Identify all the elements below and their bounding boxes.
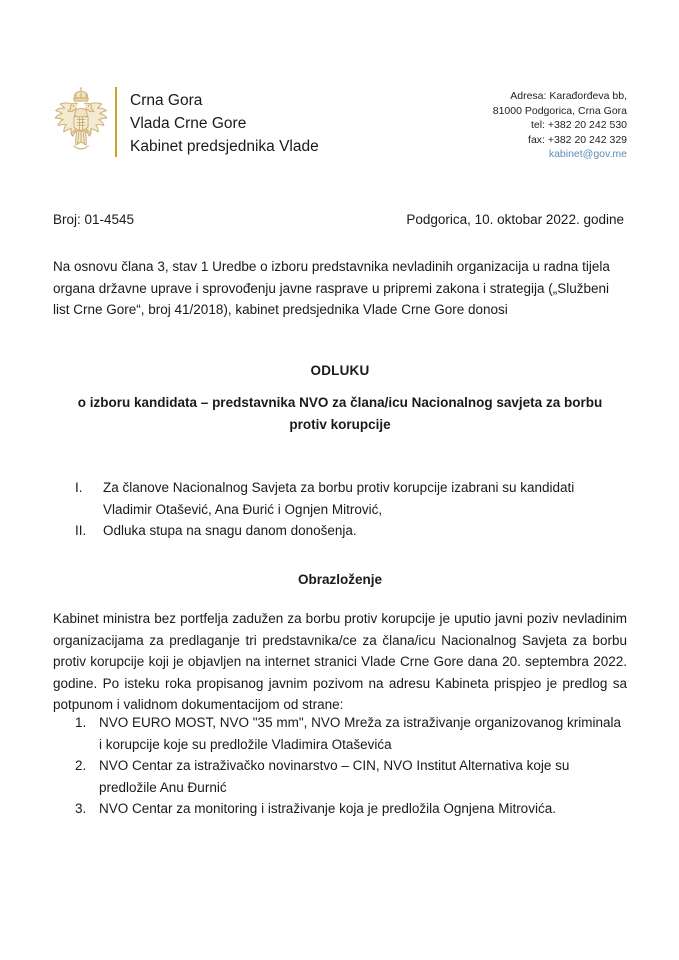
org-line-cabinet: Kabinet predsjednika Vlade: [130, 138, 319, 155]
organization-text: NVO Centar za monitoring i istraživanje koja je predložila Ognjena Mitrovića.: [99, 801, 556, 816]
organization-marker: 2.: [75, 758, 87, 773]
brand-divider: [115, 87, 117, 157]
organization-text: NVO EURO MOST, NVO "35 mm", NVO Mreža za istraživanje organizovanog kriminala i korupcije koje su predložile Vladimira Otaševića: [99, 715, 621, 752]
contact-telephone: tel: +382 20 242 530: [530, 119, 627, 132]
organization-marker: 3.: [75, 801, 87, 816]
organization-marker: 1.: [75, 715, 87, 730]
reasoning-heading: Obrazloženje: [297, 572, 383, 587]
list-item: [53, 712, 627, 755]
organization-text: NVO Centar za istraživačko novinarstvo – CIN, NVO Institut Alternativa koje su predložile Anu Đurnić: [99, 758, 570, 795]
letterhead: [53, 85, 627, 162]
decision-item-marker: I.: [75, 480, 83, 495]
decision-items-list: [53, 477, 627, 542]
contact-address-line-1: Adresa: Karađorđeva bb,: [510, 90, 627, 102]
contact-fax: fax: +382 20 242 329: [528, 133, 627, 146]
list-item: [53, 477, 627, 520]
contact-block: [493, 85, 627, 162]
reference-line: [53, 210, 627, 230]
organization-branding: [53, 85, 319, 159]
decision-subtitle: o izboru kandidata – predstavnika NVO za člana/icu Nacionalnog savjeta za borbu protiv korupcije: [77, 395, 603, 432]
contact-address-line-2: 81000 Podgorica, Crna Gora: [492, 104, 627, 117]
org-line-government: Vlada Crne Gore: [130, 115, 247, 132]
decision-item-text: Za članove Nacionalnog Savjeta za borbu protiv korupcije izabrani su kandidati Vladimir Otašević, Ana Đurić i Ognjen Mitrović,: [103, 480, 575, 517]
reasoning-paragraph: Kabinet ministra bez portfelja zadužen za borbu protiv korupcije je uputio javni poziv nevladinim organizacijama za predlaganje tri predstavnika/ce za člana/icu Nacionalnog Savjeta za borbu protiv korupcije koji je objavljen na internet stranici Vlade Crne Gore dana 20. septembra 2022. godine. Po isteku roka propisanog javnim pozivom na adresu Kabineta prispjeo je predlog sa potpunom i validnom dokumentacijom od strane:: [53, 611, 627, 712]
decision-item-marker: II.: [75, 523, 87, 538]
document-number: Broj: 01-4545: [53, 212, 135, 227]
legal-basis-paragraph: Na osnovu člana 3, stav 1 Uredbe o izboru predstavnika nevladinih organizacija u radna tijela organa državne uprave i sprovođenju javne rasprave u pripremi zakona i strategija („Službeni list Crne Gore“, broj 41/2018), kabinet predsjednika Vlade Crne Gore donosi: [53, 259, 610, 317]
list-item: [53, 520, 627, 542]
contact-email-link[interactable]: kabinet@gov.me: [548, 148, 627, 161]
list-item: [53, 755, 627, 798]
montenegro-coat-of-arms-icon: [53, 85, 109, 159]
org-line-country: Crna Gora: [130, 92, 203, 109]
decision-item-text: Odluka stupa na snagu danom donošenja.: [103, 523, 357, 538]
place-and-date: Podgorica, 10. oktobar 2022. godine: [406, 212, 624, 227]
list-item: [53, 798, 627, 820]
decision-title: ODLUKU: [310, 363, 370, 378]
organizations-list: [53, 712, 627, 820]
organization-name-lines: [130, 85, 319, 159]
